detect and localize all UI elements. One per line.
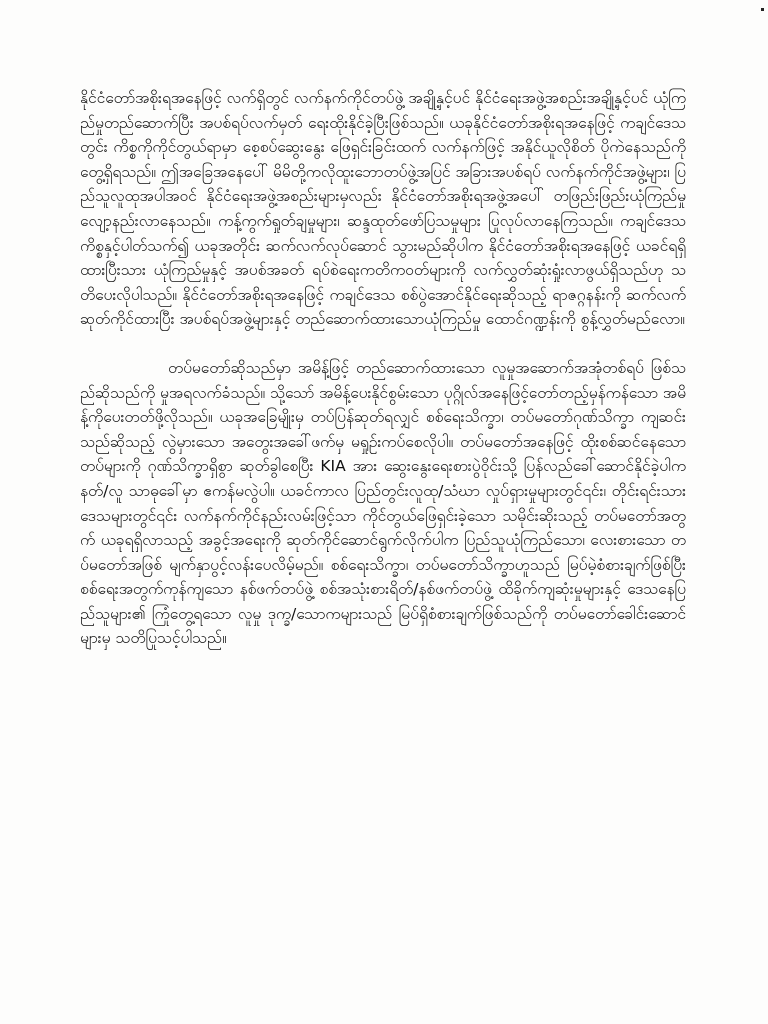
- document-body: [80, 86, 686, 651]
- paragraph-1: နိုင်ငံတော်အစိုးရအနေဖြင့် လက်ရှိတွင် လက်နက်ကိုင်တပ်ဖွဲ့ အချို့နှင့်ပင် နိုင်ငံရေးအဖွဲ့အစည်းအချို့နှင့်ပင် ယုံကြည်မှုတည်ဆောက်ပြီး အပစ်ရပ်လက်မှတ် ရေးထိုးနိုင်ခဲ့ပြီးဖြစ်သည်။ ယခုနိုင်ငံတော်အစိုးရအနေဖြင့် ကချင်ဒေသတွင်း ကိစ္စကိုကိုင်တွယ်ရာမှာ စေ့စပ်ဆွေးနွေး ဖြေရှင်းခြင်းထက် လက်နက်ဖြင့် အနိုင်ယူလိုစိတ် ပိုကဲနေသည်ကို တွေ့ရှိရသည်။ ဤအခြေအနေပေါ် မိမိတို့ကလိုထူးဘောတပ်ဖွဲ့အပြင် အခြားအပစ်ရပ် လက်နက်ကိုင်အဖွဲ့များ၊ ပြည်သူလူထုအပါအဝင် နိုင်ငံရေးအဖွဲ့အစည်းများမှလည်း နိုင်ငံတော်အစိုးရအဖွဲ့အပေါ် တဖြည်းဖြည်းယုံကြည်မှု လျော့နည်းလာနေသည်။ ကန့်ကွက်ရှုတ်ချမှုများ၊ ဆန္ဒထုတ်ဖော်ပြသမှုများ ပြုလုပ်လာနေကြသည်။ ကချင်ဒေသကိစ္စနှင့်ပါတ်သက်၍ ယခုအတိုင်း ဆက်လက်လုပ်ဆောင် သွားမည်ဆိုပါက နိုင်ငံတော်အစိုးရအနေဖြင့် ယခင်ရရှိထားပြီးသား ယုံကြည်မှုနှင့် အပစ်အခတ် ရပ်စဲရေးကတိကဝတ်များကို လက်လွှတ်ဆုံးရှုံးလာဖွယ်ရှိသည်ဟု သတိပေးလိုပါသည်။ နိုင်ငံတော်အစိုးရအနေဖြင့် ကချင်ဒေသ စစ်ပွဲအောင်နိုင်ရေးဆိုသည့် ရာဇဂ္ဂနန်းကို ဆက်လက်ဆုတ်ကိုင်ထားပြီး အပစ်ရပ်အဖွဲ့များနှင့် တည်ဆောက်ထားသောယုံကြည်မှု ထောင်ဂဏ္ဍန်းကို စွန့်လွှတ်မည်လော။: [80, 89, 686, 329]
- paragraph-2: တပ်မတော်ဆိုသည်မှာ အမိန့်ဖြင့် တည်ဆောက်ထားသော လူမှုအဆောက်အအုံတစ်ရပ် ဖြစ်သည်ဆိုသည်ကို မှုအရလက်ခံသည်။ သို့သော် အမိန့်ပေးနိုင်စွမ်းသော ပုဂ္ဂိုလ်အနေဖြင့်တော်တည့်မှန်ကန်သော အမိန့်ကိုပေးတတ်ဖို့လိုသည်။ ယခုအခြေမျိုးမှ တပ်ပြန်ဆုတ်ရလျှင် စစ်ရေးသိက္ခာ၊ တပ်မတော်ဂုဏ်သိက္ခာ ကျဆင်းသည်ဆိုသည့် လွဲမှားသော အတွေးအခေါ်ဖက်မှ မရှုဉ်းကပ်စေလိုပါ။ တပ်မတော်အနေဖြင့် ထိုးစစ်ဆင်နေသောတပ်များကို ဂုဏ်သိက္ခာရှိစွာ ဆုတ်ခွါစေပြီး KIA အား ဆွေးနွေးရေးစားပွဲဝိုင်းသို့ ပြန်လည်ခေါ်ဆောင်နိုင်ခဲ့ပါက နတ်/လူ သာဓုခေါ်မှာ ဧကန်မလွဲပါ။ ယခင်ကာလ ပြည်တွင်းလူထု/သံဃာ လှုပ်ရှားမှုများတွင်၎င်း၊ တိုင်းရင်းသားဒေသများတွင်၎င်း လက်နက်ကိုင်နည်းလမ်းဖြင့်သာ ကိုင်တွယ်ဖြေရှင်းခဲ့သော သမိုင်းဆိုးသည့် တပ်မတော်အတွက် ယခုရရှိလာသည့် အခွင့်အရေးကို ဆုတ်ကိုင်ဆောင်ရွက်လိုက်ပါက ပြည်သူယုံကြည်သော၊ လေးစားသော တပ်မတော်အဖြစ် မျက်နှာပွင့်လန်းပေလိမ့်မည်။ စစ်ရေးသိက္ခာ၊ တပ်မတော်သိက္ခာဟူသည် မြပ်မဲ့စံစားချက်ဖြစ်ပြီး စစ်ရေးအတွက်ကုန်ကျသော နစ်ဖက်တပ်ဖွဲ့ စစ်အသုံးစားရိတ်/နစ်ဖက်တပ်ဖွဲ့ ထိခိုက်ကျဆုံးမှုများနှင့် ဒေသနေပြည်သူများ၏ ကြုံတွေ့ရသော လူမှု ဒုက္ခ/သောကများသည် မြပ်ရှိစံစားချက်ဖြစ်သည်ကို တပ်မတော်ခေါင်းဆောင်များမှ သတိပြုသင့်ပါသည်။: [80, 358, 686, 648]
- scan-mark: [761, 8, 764, 11]
